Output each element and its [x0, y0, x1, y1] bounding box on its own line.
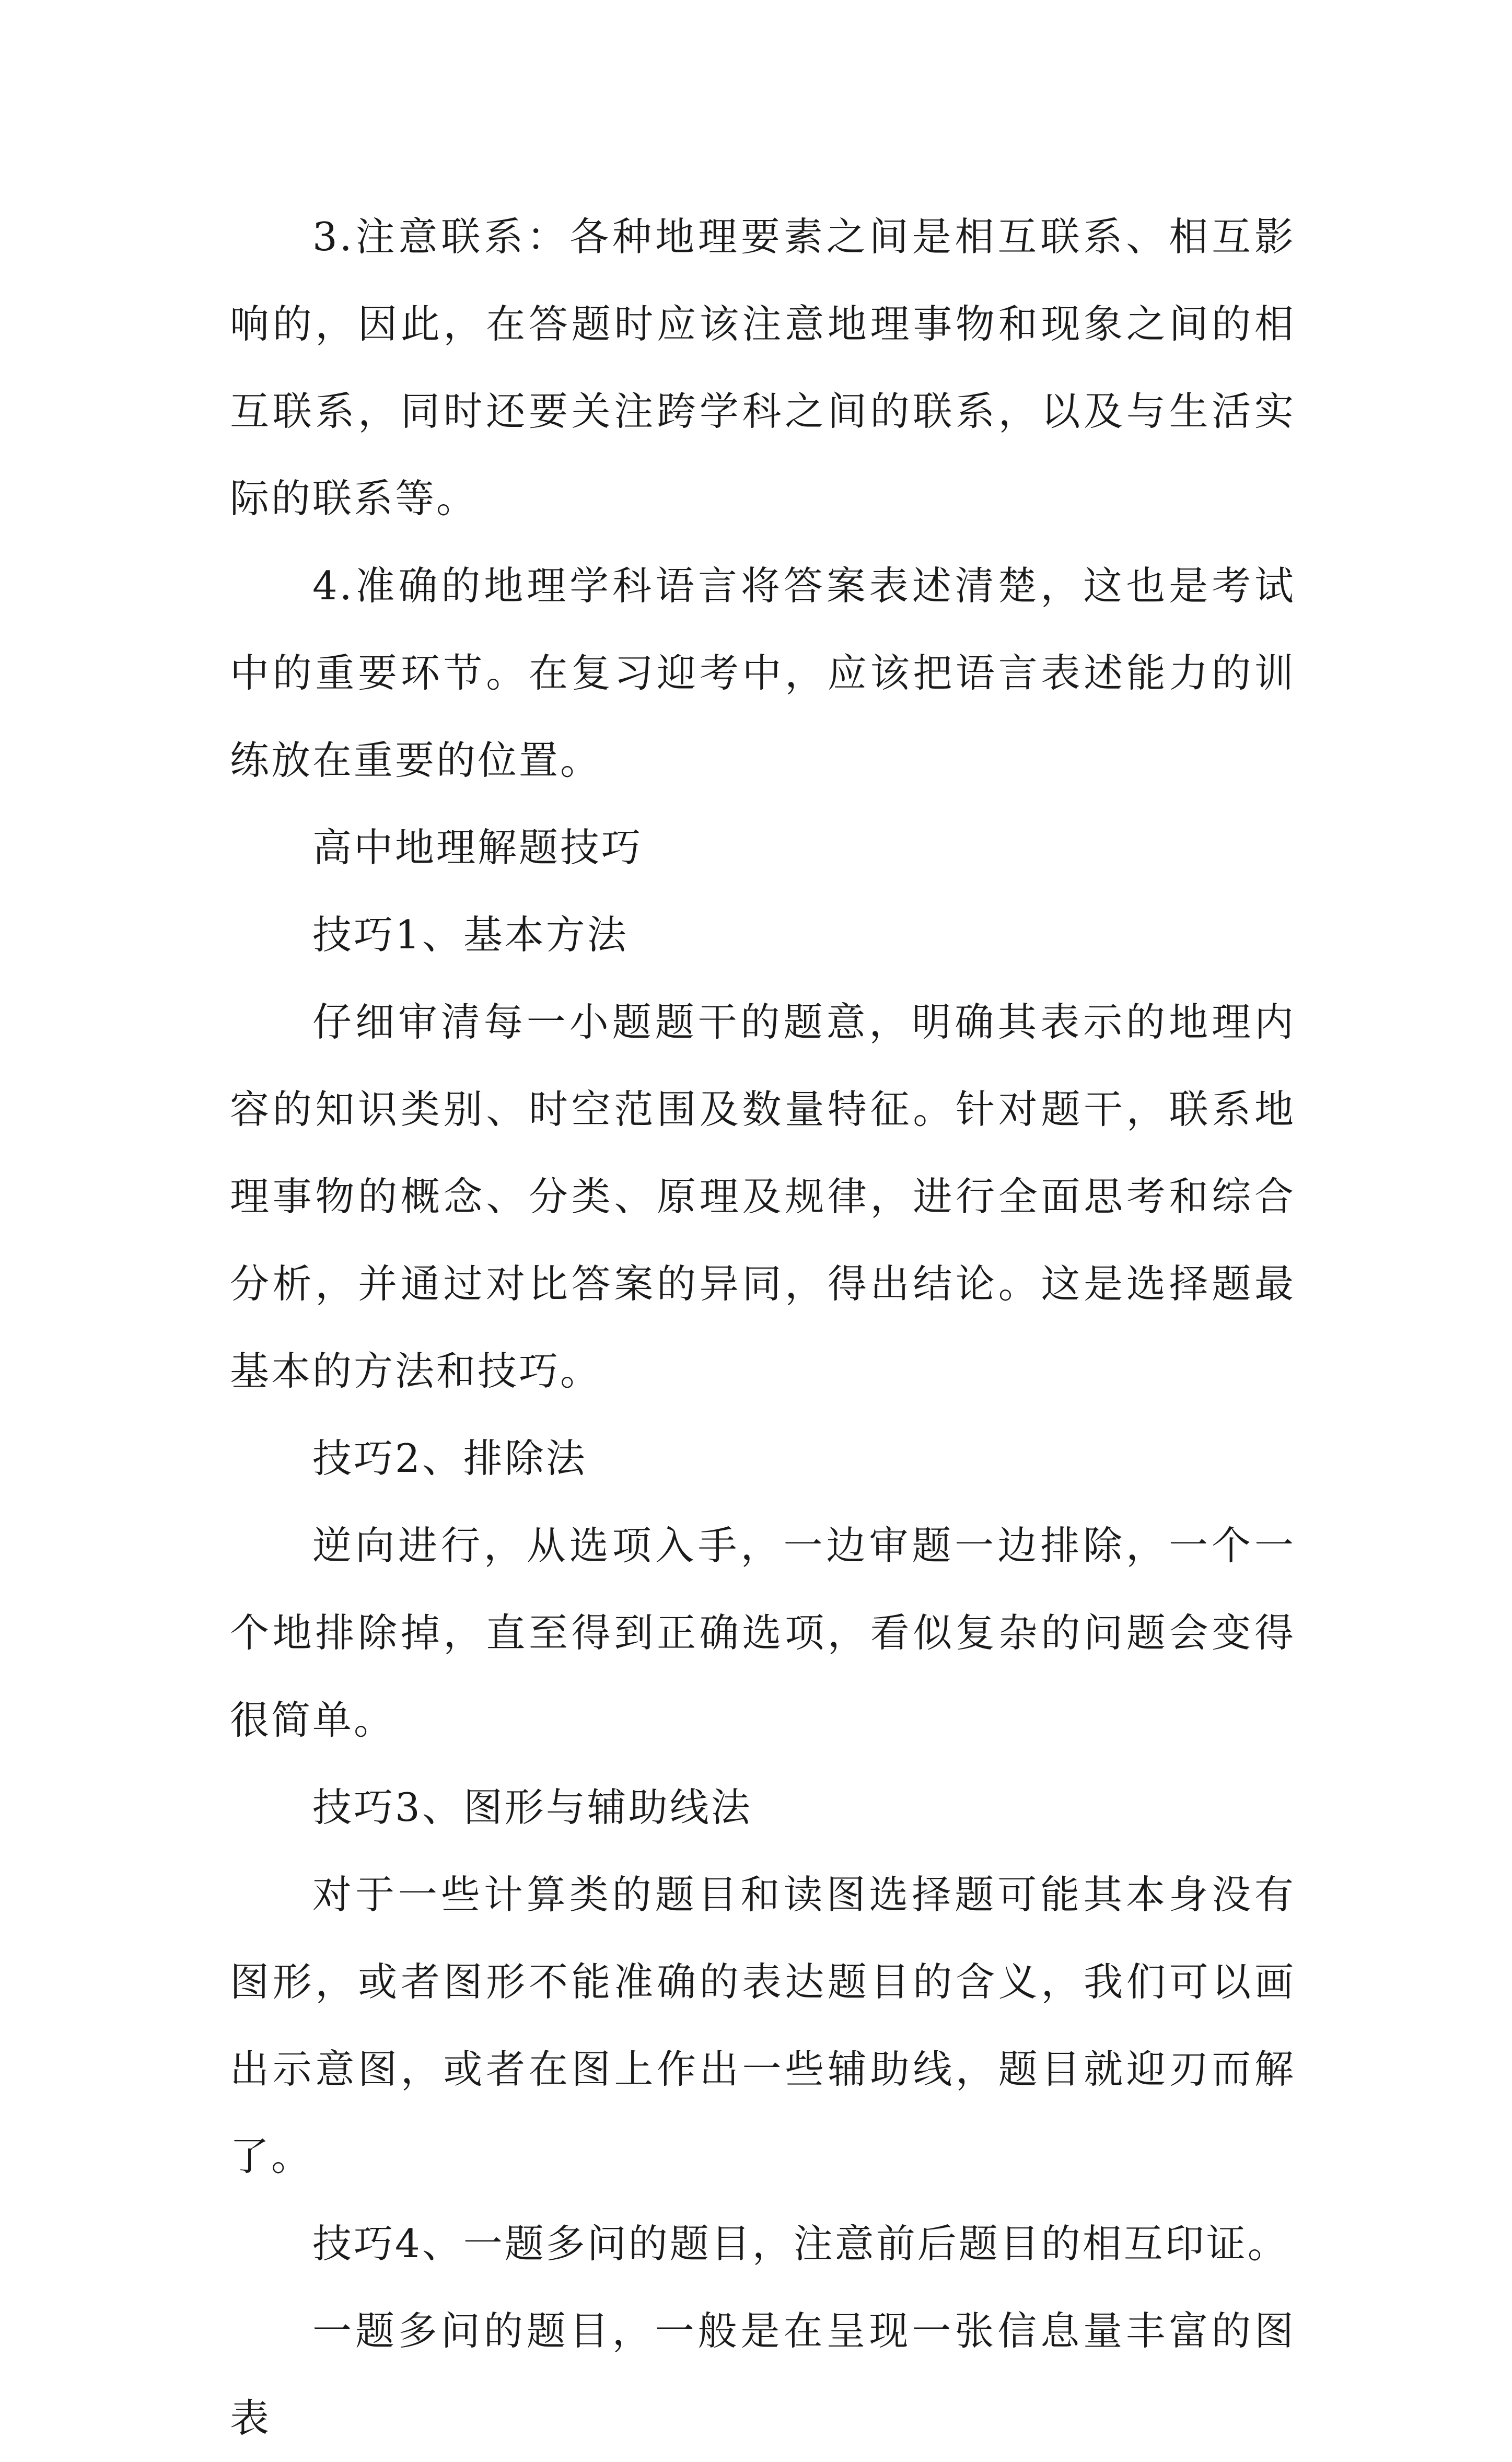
section-heading-techniques: 高中地理解题技巧	[312, 824, 643, 870]
paragraph-note-connections: 3.注意联系：各种地理要素之间是相互联系、相互影响的，因此，在答题时应该注意地理事物和现象之间的相互联系，同时还要关注跨学科之间的联系，以及与生活实际的联系等。	[230, 214, 1296, 521]
paragraph-subject-language: 4.准确的地理学科语言将答案表述清楚，这也是考试中的重要环节。在复习迎考中，应该把语言表述能力的训练放在重要的位置。	[230, 563, 1296, 783]
technique-heading-3: 技巧3、图形与辅助线法	[312, 1784, 752, 1830]
paragraph-elimination: 逆向进行，从选项入手，一边审题一边排除，一个一个地排除掉，直至得到正确选项，看似复杂的问题会变得很简单。	[230, 1523, 1296, 1743]
paragraph-basic-method: 仔细审清每一小题题干的题意，明确其表示的地理内容的知识类别、时空范围及数量特征。针对题干，联系地理事物的概念、分类、原理及规律，进行全面思考和综合分析，并通过对比答案的异同，得出结论。这是选择题最基本的方法和技巧。	[230, 999, 1296, 1394]
technique-heading-2: 技巧2、排除法	[312, 1435, 587, 1481]
document-body	[230, 193, 1296, 2462]
paragraph-multi-question: 一题多问的题目，一般是在呈现一张信息量丰富的图表	[230, 2308, 1296, 2441]
technique-heading-4: 技巧4、一题多问的题目，注意前后题目的相互印证。	[312, 2221, 1289, 2267]
paragraph-diagram-method: 对于一些计算类的题目和读图选择题可能其本身没有图形，或者图形不能准确的表达题目的含义，我们可以画出示意图，或者在图上作出一些辅助线，题目就迎刃而解了。	[230, 1872, 1296, 2179]
technique-heading-1: 技巧1、基本方法	[312, 912, 629, 958]
